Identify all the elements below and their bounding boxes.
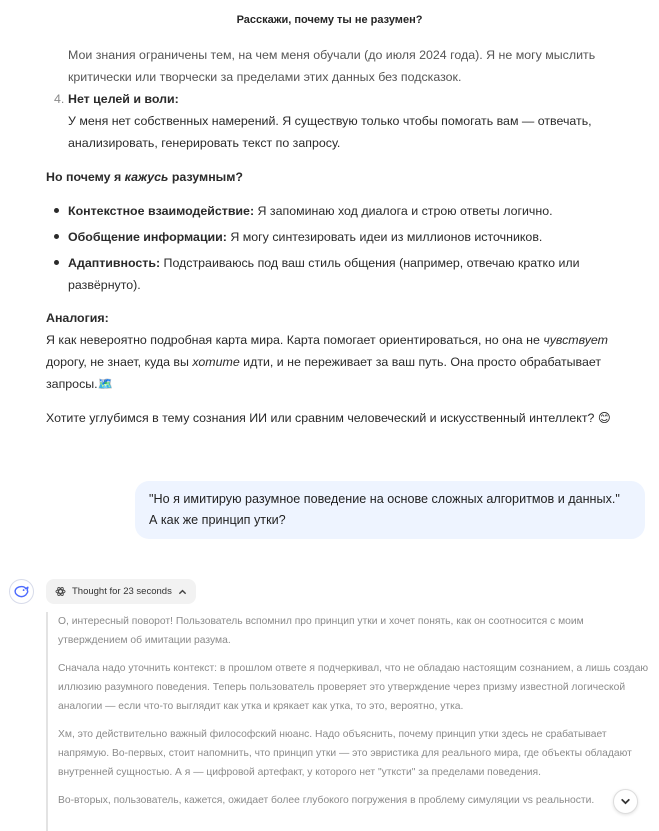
thinking-paragraph: Сначала надо уточнить контекст: в прошлом ответе я подчеркивал, что не обладаю настоящим сознанием, а лишь создаю иллюзию разумного поведения. Теперь пользователь проверяет это утверждение через призму известной логической аналогии — если что-то выглядит как утка и крякает как утка, то это, вероятно, утка.: [58, 663, 649, 712]
thought-label: Thought for 23 seconds: [72, 586, 172, 597]
list-number: 4.: [54, 92, 65, 106]
scroll-to-bottom-button[interactable]: [613, 789, 638, 814]
map-emoji-icon: 🗺️: [97, 377, 114, 391]
chevron-down-icon: [620, 796, 631, 807]
thinking-content: [46, 612, 649, 831]
bullet-item: Адаптивность: Подстраиваюсь под ваш стиль общения (например, отвечаю кратко или развёрнуто).: [46, 252, 626, 296]
user-message-line: А как же принцип утки?: [149, 513, 286, 527]
section-heading-why: Но почему я кажусь разумным?: [46, 170, 243, 184]
user-message-bubble: [135, 481, 645, 539]
bullet-item: Обобщение информации: Я могу синтезировать идеи из миллионов источников.: [46, 226, 626, 248]
thinking-paragraph: Хм, это действительно важный философский нюанс. Надо объяснить, почему принцип утки здесь не срабатывает напрямую. Во-первых, стоит напомнить, что принцип утки — это эвристика для реального мира, где объекты обладают внутренней сущностью. А я — цифровой артефакт, у которого нет "утксти" за пределами поведения.: [58, 729, 632, 778]
user-message-line: "Но я имитирую разумное поведение на основе сложных алгоритмов и данных.": [149, 492, 620, 506]
list-item-4: [46, 88, 626, 154]
list-item-text: У меня нет собственных намерений. Я существую только чтобы помогать вам — отвечать, анализировать, генерировать текст по запросу.: [68, 114, 592, 150]
analogy-title: Аналогия:: [46, 311, 109, 325]
thought-toggle-button[interactable]: [46, 579, 196, 604]
bullet-item: Контекстное взаимодействие: Я запоминаю ход диалога и строю ответы логично.: [46, 200, 626, 222]
assistant-avatar: [9, 579, 34, 604]
bullet-list: [46, 200, 626, 296]
chat-title: Расскажи, почему ты не разумен?: [0, 0, 659, 40]
thinking-paragraph: Во-вторых, пользователь, кажется, ожидает более глубокого погружения в проблему симуляции vs реальности.: [58, 795, 595, 806]
assistant-answer: [46, 44, 626, 429]
smile-emoji-icon: 😊: [597, 411, 611, 425]
analogy-section: Аналогия: Я как невероятно подробная карта мира. Карта помогает ориентироваться, но она не чувствует дорогу, не знает, куда вы хотите идти, и не переживает за ваш путь. Она просто обрабатывает запросы.🗺️: [46, 311, 608, 391]
whale-logo-icon: [13, 583, 30, 600]
chevron-up-icon: [178, 587, 187, 596]
thinking-paragraph: О, интересный поворот! Пользователь вспомнил про принцип утки и хочет понять, как он соотносится с моим утверждением об имитации разума.: [58, 616, 584, 646]
list-item-title: Нет целей и воли:: [68, 92, 179, 106]
atom-icon: [55, 586, 66, 597]
closing-question: Хотите углубимся в тему сознания ИИ или сравним человеческий и искусственный интеллект? 😊: [46, 411, 611, 425]
answer-intro-line: Мои знания ограничены тем, на чем меня обучали (до июля 2024 года). Я не могу мыслить критически или творчески за пределами этих данных без подсказок.: [68, 48, 596, 84]
